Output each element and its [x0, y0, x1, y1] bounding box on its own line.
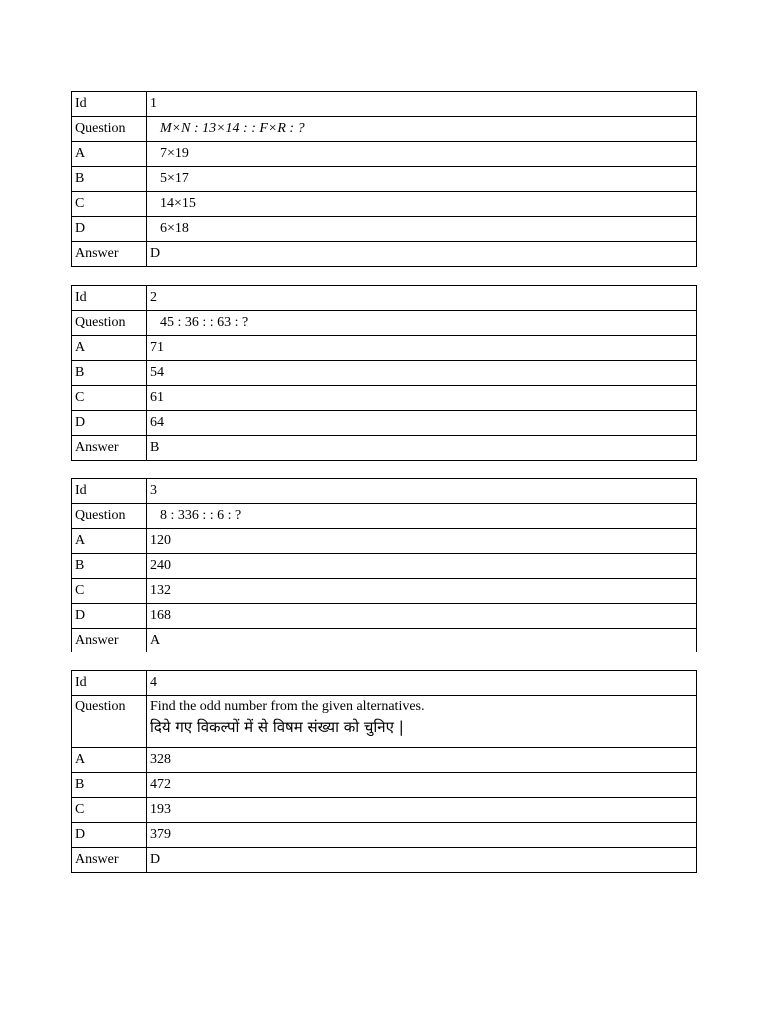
option-d-label: D	[72, 823, 147, 848]
option-a-label: A	[72, 748, 147, 773]
option-d-value: 168	[147, 604, 697, 629]
answer-label: Answer	[72, 242, 147, 267]
option-d-label: D	[72, 217, 147, 242]
option-a-label: A	[72, 529, 147, 554]
option-b-label: B	[72, 167, 147, 192]
option-b-value: 5×17	[147, 167, 697, 192]
option-c-row	[72, 798, 697, 823]
question-label: Question	[72, 504, 147, 529]
option-d-label: D	[72, 411, 147, 436]
option-d-value: 379	[147, 823, 697, 848]
id-label: Id	[72, 286, 147, 311]
question-label: Question	[72, 311, 147, 336]
answer-label: Answer	[72, 436, 147, 461]
option-d-value: 64	[147, 411, 697, 436]
question-label: Question	[72, 117, 147, 142]
option-c-label: C	[72, 798, 147, 823]
option-a-label: A	[72, 142, 147, 167]
question-row	[72, 696, 697, 748]
id-label: Id	[72, 92, 147, 117]
option-d-row	[72, 604, 697, 629]
option-d-row	[72, 823, 697, 848]
answer-value: D	[147, 242, 697, 267]
question-table-3	[71, 478, 697, 652]
id-value: 4	[147, 671, 697, 696]
option-b-value: 472	[147, 773, 697, 798]
option-b-value: 54	[147, 361, 697, 386]
option-a-value: 328	[147, 748, 697, 773]
option-a-row	[72, 748, 697, 773]
option-b-label: B	[72, 361, 147, 386]
option-c-value: 193	[147, 798, 697, 823]
answer-label: Answer	[72, 848, 147, 873]
answer-label: Answer	[72, 629, 147, 653]
option-c-value: 61	[147, 386, 697, 411]
option-b-value: 240	[147, 554, 697, 579]
id-row	[72, 671, 697, 696]
question-expression: M×N : 13×14 : : F×R : ?	[160, 121, 305, 136]
question-text-english: Find the odd number from the given alternatives.	[150, 699, 425, 714]
option-a-value: 71	[147, 336, 697, 361]
answer-value: A	[147, 629, 697, 653]
id-value: 2	[147, 286, 697, 311]
id-row	[72, 479, 697, 504]
option-d-label: D	[72, 604, 147, 629]
option-c-label: C	[72, 192, 147, 217]
id-value: 1	[147, 92, 697, 117]
option-c-row	[72, 579, 697, 604]
option-c-value: 132	[147, 579, 697, 604]
option-b-label: B	[72, 773, 147, 798]
option-b-row	[72, 773, 697, 798]
question-table-4	[71, 670, 697, 873]
question-cell	[147, 696, 697, 748]
option-b-label: B	[72, 554, 147, 579]
id-label: Id	[72, 479, 147, 504]
question-text-hindi: दिये गए विकल्पों में से विषम संख्या को चुनिए |	[150, 718, 404, 736]
option-c-value: 14×15	[147, 192, 697, 217]
option-a-label: A	[72, 336, 147, 361]
option-a-row	[72, 529, 697, 554]
question-row	[72, 504, 697, 529]
question-text: 8 : 336 : : 6 : ?	[147, 504, 697, 529]
answer-value: D	[147, 848, 697, 873]
option-d-value: 6×18	[147, 217, 697, 242]
answer-value: B	[147, 436, 697, 461]
option-b-row	[72, 554, 697, 579]
option-c-label: C	[72, 579, 147, 604]
option-c-label: C	[72, 386, 147, 411]
question-label: Question	[72, 696, 147, 748]
id-value: 3	[147, 479, 697, 504]
question-text: 45 : 36 : : 63 : ?	[147, 311, 697, 336]
option-a-value: 7×19	[147, 142, 697, 167]
id-label: Id	[72, 671, 147, 696]
option-a-value: 120	[147, 529, 697, 554]
answer-row	[72, 629, 697, 653]
answer-row	[72, 848, 697, 873]
